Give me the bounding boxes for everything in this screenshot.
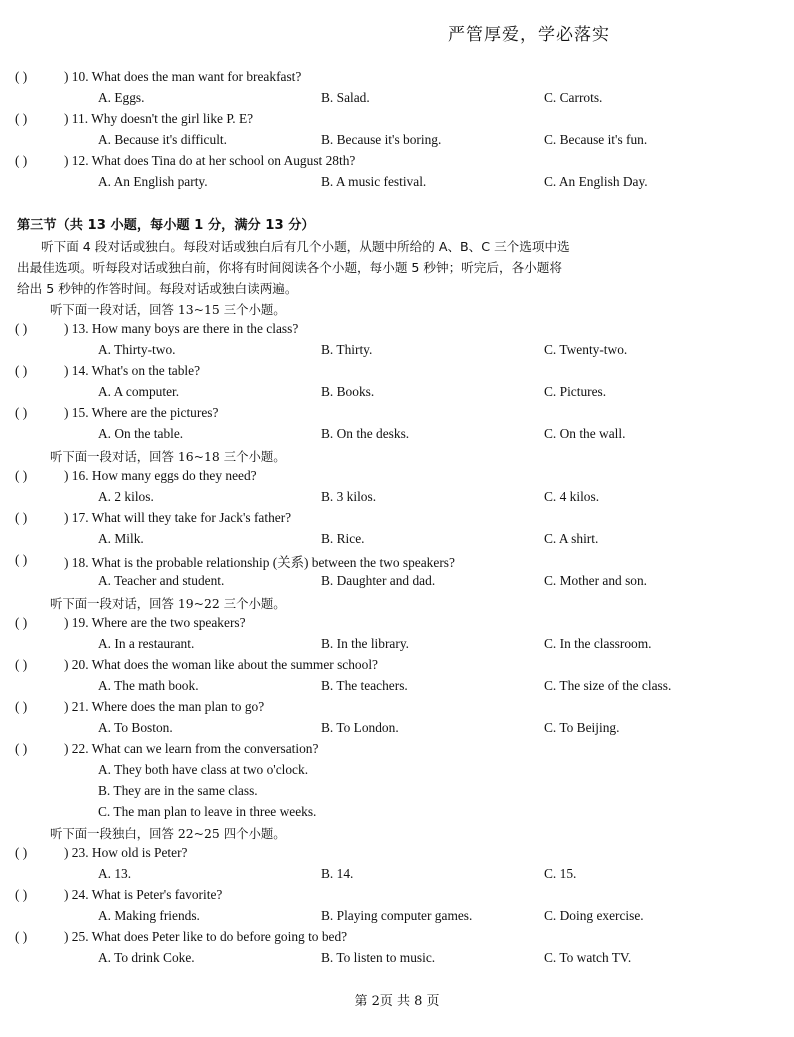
- answer-blank[interactable]: ( ): [15, 363, 28, 378]
- instruction-line: 听下面 4 段对话或独白。每段对话或独白后有几个小题，从题中所给的 A、B、C 三个选项中选: [41, 239, 570, 254]
- question-stem: ) 11. Why doesn't the girl like P. E?: [64, 111, 254, 126]
- section-title: 第三节（共 13 小题，每小题 1 分，满分 13 分）: [17, 218, 315, 233]
- answer-blank[interactable]: ( ): [15, 405, 28, 420]
- question-23: [0, 845, 794, 865]
- answer-blank[interactable]: ( ): [15, 552, 28, 567]
- question-stem: ) 23. How old is Peter?: [64, 845, 188, 860]
- question-stem: ) 12. What does Tina do at her school on August 28th?: [64, 153, 356, 168]
- question-15: [0, 405, 794, 425]
- question-10: [0, 69, 794, 89]
- option-b: B. The teachers.: [321, 678, 408, 693]
- answer-blank[interactable]: ( ): [15, 615, 28, 630]
- listening-instruction: 听下面一段独白，回答 22~25 四个小题。: [50, 826, 286, 841]
- answer-blank[interactable]: ( ): [15, 510, 28, 525]
- option-a: A. 2 kilos.: [98, 489, 154, 504]
- option-b: B. Salad.: [321, 90, 370, 105]
- question-12-options: [0, 174, 794, 194]
- option-a: A. Thirty-two.: [98, 342, 176, 357]
- answer-blank[interactable]: ( ): [15, 741, 28, 756]
- question-16-options: [0, 489, 794, 509]
- option-a: A. Teacher and student.: [98, 573, 225, 588]
- instruction-line: 给出 5 秒钟的作答时间。每段对话或独白读两遍。: [17, 281, 298, 296]
- option-a: A. They both have class at two o'clock.: [98, 762, 309, 777]
- option-c: C. The man plan to leave in three weeks.: [98, 804, 317, 819]
- question-15-options: [0, 426, 794, 446]
- option-c: C. A shirt.: [544, 531, 599, 546]
- question-stem: ) 19. Where are the two speakers?: [64, 615, 246, 630]
- option-b: B. Daughter and dad.: [321, 573, 436, 588]
- option-a: A. Eggs.: [98, 90, 145, 105]
- question-22-option-b: [0, 783, 794, 803]
- instruction-line: 出最佳选项。听每段对话或独白前，你将有时间阅读各个小题，每小题 5 秒钟；听完后，各小题将: [17, 260, 562, 275]
- question-14-options: [0, 384, 794, 404]
- question-17-options: [0, 531, 794, 551]
- page-header-motto: 严管厚爱，学必落实: [448, 25, 610, 45]
- question-25: [0, 929, 794, 949]
- question-18-options: [0, 573, 794, 593]
- option-b: B. They are in the same class.: [98, 783, 258, 798]
- answer-blank[interactable]: ( ): [15, 111, 28, 126]
- question-14: [0, 363, 794, 383]
- option-a: A. A computer.: [98, 384, 180, 399]
- question-stem: ) 22. What can we learn from the conversation?: [64, 741, 319, 756]
- question-13-options: [0, 342, 794, 362]
- option-b: B. On the desks.: [321, 426, 410, 441]
- question-20: [0, 657, 794, 677]
- question-19: [0, 615, 794, 635]
- answer-blank[interactable]: ( ): [15, 887, 28, 902]
- question-18: [0, 552, 794, 572]
- option-a: A. On the table.: [98, 426, 184, 441]
- option-a: A. Milk.: [98, 531, 144, 546]
- question-24-options: [0, 908, 794, 928]
- question-10-options: [0, 90, 794, 110]
- option-c: C. In the classroom.: [544, 636, 652, 651]
- question-20-options: [0, 678, 794, 698]
- question-stem: ) 24. What is Peter's favorite?: [64, 887, 223, 902]
- question-22-option-a: [0, 762, 794, 782]
- option-b: B. To London.: [321, 720, 399, 735]
- question-stem: ) 21. Where does the man plan to go?: [64, 699, 265, 714]
- option-a: A. An English party.: [98, 174, 208, 189]
- question-11: [0, 111, 794, 131]
- answer-blank[interactable]: ( ): [15, 845, 28, 860]
- question-21: [0, 699, 794, 719]
- question-17: [0, 510, 794, 530]
- listening-instruction: 听下面一段对话，回答 16~18 三个小题。: [50, 449, 286, 464]
- option-c: C. 4 kilos.: [544, 489, 600, 504]
- option-a: A. Making friends.: [98, 908, 200, 923]
- question-stem: ) 20. What does the woman like about the summer school?: [64, 657, 378, 672]
- question-25-options: [0, 950, 794, 970]
- question-stem: ) 13. How many boys are there in the class?: [64, 321, 299, 336]
- option-b: B. Playing computer games.: [321, 908, 473, 923]
- section-instructions: [17, 236, 717, 299]
- option-c: C. 15.: [544, 866, 577, 881]
- option-b: B. Thirty.: [321, 342, 373, 357]
- option-a: A. The math book.: [98, 678, 199, 693]
- option-a: A. 13.: [98, 866, 132, 881]
- question-stem: ) 10. What does the man want for breakfast?: [64, 69, 302, 84]
- question-19-options: [0, 636, 794, 656]
- question-22-option-c: [0, 804, 794, 824]
- option-c: C. An English Day.: [544, 174, 648, 189]
- option-c: C. Carrots.: [544, 90, 603, 105]
- option-c: C. Twenty-two.: [544, 342, 628, 357]
- question-23-options: [0, 866, 794, 886]
- page-footer: 第 2页 共 8 页: [354, 994, 440, 1009]
- option-c: C. To Beijing.: [544, 720, 620, 735]
- option-c: C. On the wall.: [544, 426, 626, 441]
- option-a: A. In a restaurant.: [98, 636, 195, 651]
- answer-blank[interactable]: ( ): [15, 321, 28, 336]
- question-stem: ) 17. What will they take for Jack's father?: [64, 510, 292, 525]
- answer-blank[interactable]: ( ): [15, 929, 28, 944]
- answer-blank[interactable]: ( ): [15, 699, 28, 714]
- listening-instruction: 听下面一段对话，回答 13~15 三个小题。: [50, 302, 286, 317]
- option-b: B. 3 kilos.: [321, 489, 377, 504]
- answer-blank[interactable]: ( ): [15, 69, 28, 84]
- question-stem: ) 18. What is the probable relationship (关系) between the two speakers?: [64, 555, 455, 570]
- option-b: B. Because it's boring.: [321, 132, 442, 147]
- option-c: C. Because it's fun.: [544, 132, 648, 147]
- question-stem: ) 16. How many eggs do they need?: [64, 468, 257, 483]
- answer-blank[interactable]: ( ): [15, 468, 28, 483]
- option-b: B. 14.: [321, 866, 354, 881]
- answer-blank[interactable]: ( ): [15, 657, 28, 672]
- option-c: C. The size of the class.: [544, 678, 672, 693]
- question-12: [0, 153, 794, 173]
- question-13: [0, 321, 794, 341]
- option-b: B. To listen to music.: [321, 950, 436, 965]
- question-stem: ) 25. What does Peter like to do before going to bed?: [64, 929, 348, 944]
- option-b: B. A music festival.: [321, 174, 427, 189]
- option-b: B. In the library.: [321, 636, 410, 651]
- question-24: [0, 887, 794, 907]
- question-stem: ) 14. What's on the table?: [64, 363, 201, 378]
- question-21-options: [0, 720, 794, 740]
- question-11-options: [0, 132, 794, 152]
- option-c: C. To watch TV.: [544, 950, 632, 965]
- option-c: C. Doing exercise.: [544, 908, 644, 923]
- question-16: [0, 468, 794, 488]
- option-c: C. Mother and son.: [544, 573, 648, 588]
- listening-instruction: 听下面一段对话，回答 19~22 三个小题。: [50, 596, 286, 611]
- question-stem: ) 15. Where are the pictures?: [64, 405, 219, 420]
- option-c: C. Pictures.: [544, 384, 607, 399]
- option-a: A. To Boston.: [98, 720, 173, 735]
- option-b: B. Books.: [321, 384, 375, 399]
- option-b: B. Rice.: [321, 531, 365, 546]
- question-22: [0, 741, 794, 761]
- option-a: A. Because it's difficult.: [98, 132, 227, 147]
- answer-blank[interactable]: ( ): [15, 153, 28, 168]
- option-a: A. To drink Coke.: [98, 950, 195, 965]
